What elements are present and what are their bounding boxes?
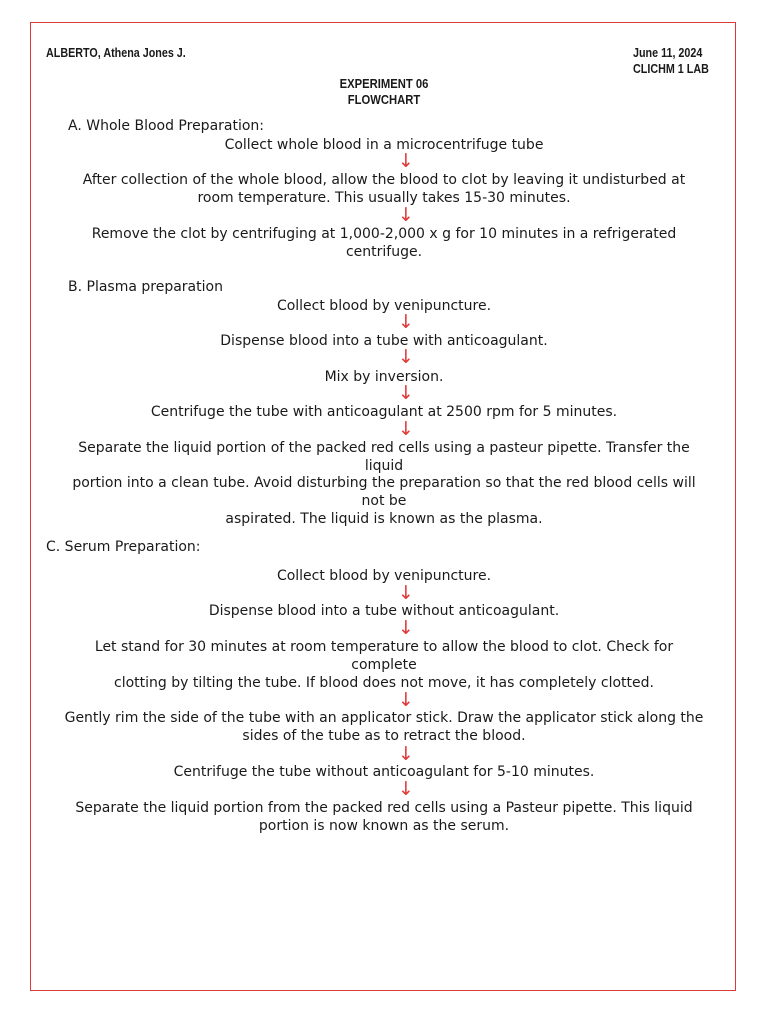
course-code: CLICHM 1 LAB: [633, 62, 709, 76]
arrow-down-icon: [22, 348, 768, 366]
arrow-down-icon: [22, 780, 768, 798]
step-b5-line2: liquid: [364, 458, 404, 474]
step-b5-line3: portion into a clean tube. Avoid disturbing the preparation so that the red blood cells will: [72, 475, 696, 491]
arrow-down-icon: [22, 745, 768, 763]
step-a2-line2: room temperature. This usually takes 15-30 minutes.: [197, 190, 571, 206]
step-b5-line4: not be: [361, 493, 407, 509]
arrow-down-icon: [22, 691, 768, 709]
arrow-down-icon: [22, 619, 768, 637]
student-name: ALBERTO, Athena Jones J.: [46, 46, 186, 60]
step-c3-line2: complete: [351, 657, 417, 673]
arrow-down-icon: [22, 152, 768, 170]
section-c-heading: C. Serum Preparation:: [46, 539, 201, 555]
arrow-down-icon: [22, 420, 768, 438]
step-c3-line1: Let stand for 30 minutes at room temperature to allow the blood to clot. Check for: [94, 639, 674, 655]
step-b2: Dispense blood into a tube with anticoagulant.: [220, 333, 548, 349]
step-b1: Collect blood by venipuncture.: [276, 298, 492, 314]
arrow-down-icon: [22, 584, 768, 602]
arrow-down-icon: [22, 206, 768, 224]
section-a-heading: A. Whole Blood Preparation:: [68, 118, 265, 134]
step-c2: Dispense blood into a tube without anticoagulant.: [208, 603, 560, 619]
step-a1: Collect whole blood in a microcentrifuge tube: [224, 137, 544, 153]
step-b4: Centrifuge the tube with anticoagulant at 2500 rpm for 5 minutes.: [150, 404, 618, 420]
step-c3-line3: clotting by tilting the tube. If blood does not move, it has completely clotted.: [114, 675, 654, 691]
arrow-down-icon: [22, 384, 768, 402]
step-b5-line5: aspirated. The liquid is known as the plasma.: [225, 511, 543, 527]
experiment-title: EXPERIMENT 06: [339, 77, 429, 91]
step-c6-line1: Separate the liquid portion from the packed red cells using a Pasteur pipette. This liquid: [75, 800, 693, 816]
report-date: June 11, 2024: [633, 46, 703, 60]
step-b3: Mix by inversion.: [324, 369, 444, 385]
arrow-down-icon: [22, 313, 768, 331]
step-c5: Centrifuge the tube without anticoagulant for 5-10 minutes.: [173, 764, 595, 780]
step-a3-line1: Remove the clot by centrifuging at 1,000-2,000 x g for 10 minutes in a refrigerated: [91, 226, 677, 242]
section-b-heading: B. Plasma preparation: [68, 279, 223, 295]
step-c1: Collect blood by venipuncture.: [276, 568, 492, 584]
step-a3-line2: centrifuge.: [345, 244, 423, 260]
step-b5-line1: Separate the liquid portion of the packed red cells using a pasteur pipette. Transfer the: [78, 440, 690, 456]
flowchart-title: FLOWCHART: [347, 93, 421, 107]
step-c4-line1: Gently rim the side of the tube with an applicator stick. Draw the applicator stick along the: [64, 710, 704, 726]
step-c6-line2: portion is now known as the serum.: [258, 818, 510, 834]
step-c4-line2: sides of the tube as to retract the blood.: [242, 728, 526, 744]
step-a2-line1: After collection of the whole blood, allow the blood to clot by leaving it undisturbed at: [82, 172, 686, 188]
